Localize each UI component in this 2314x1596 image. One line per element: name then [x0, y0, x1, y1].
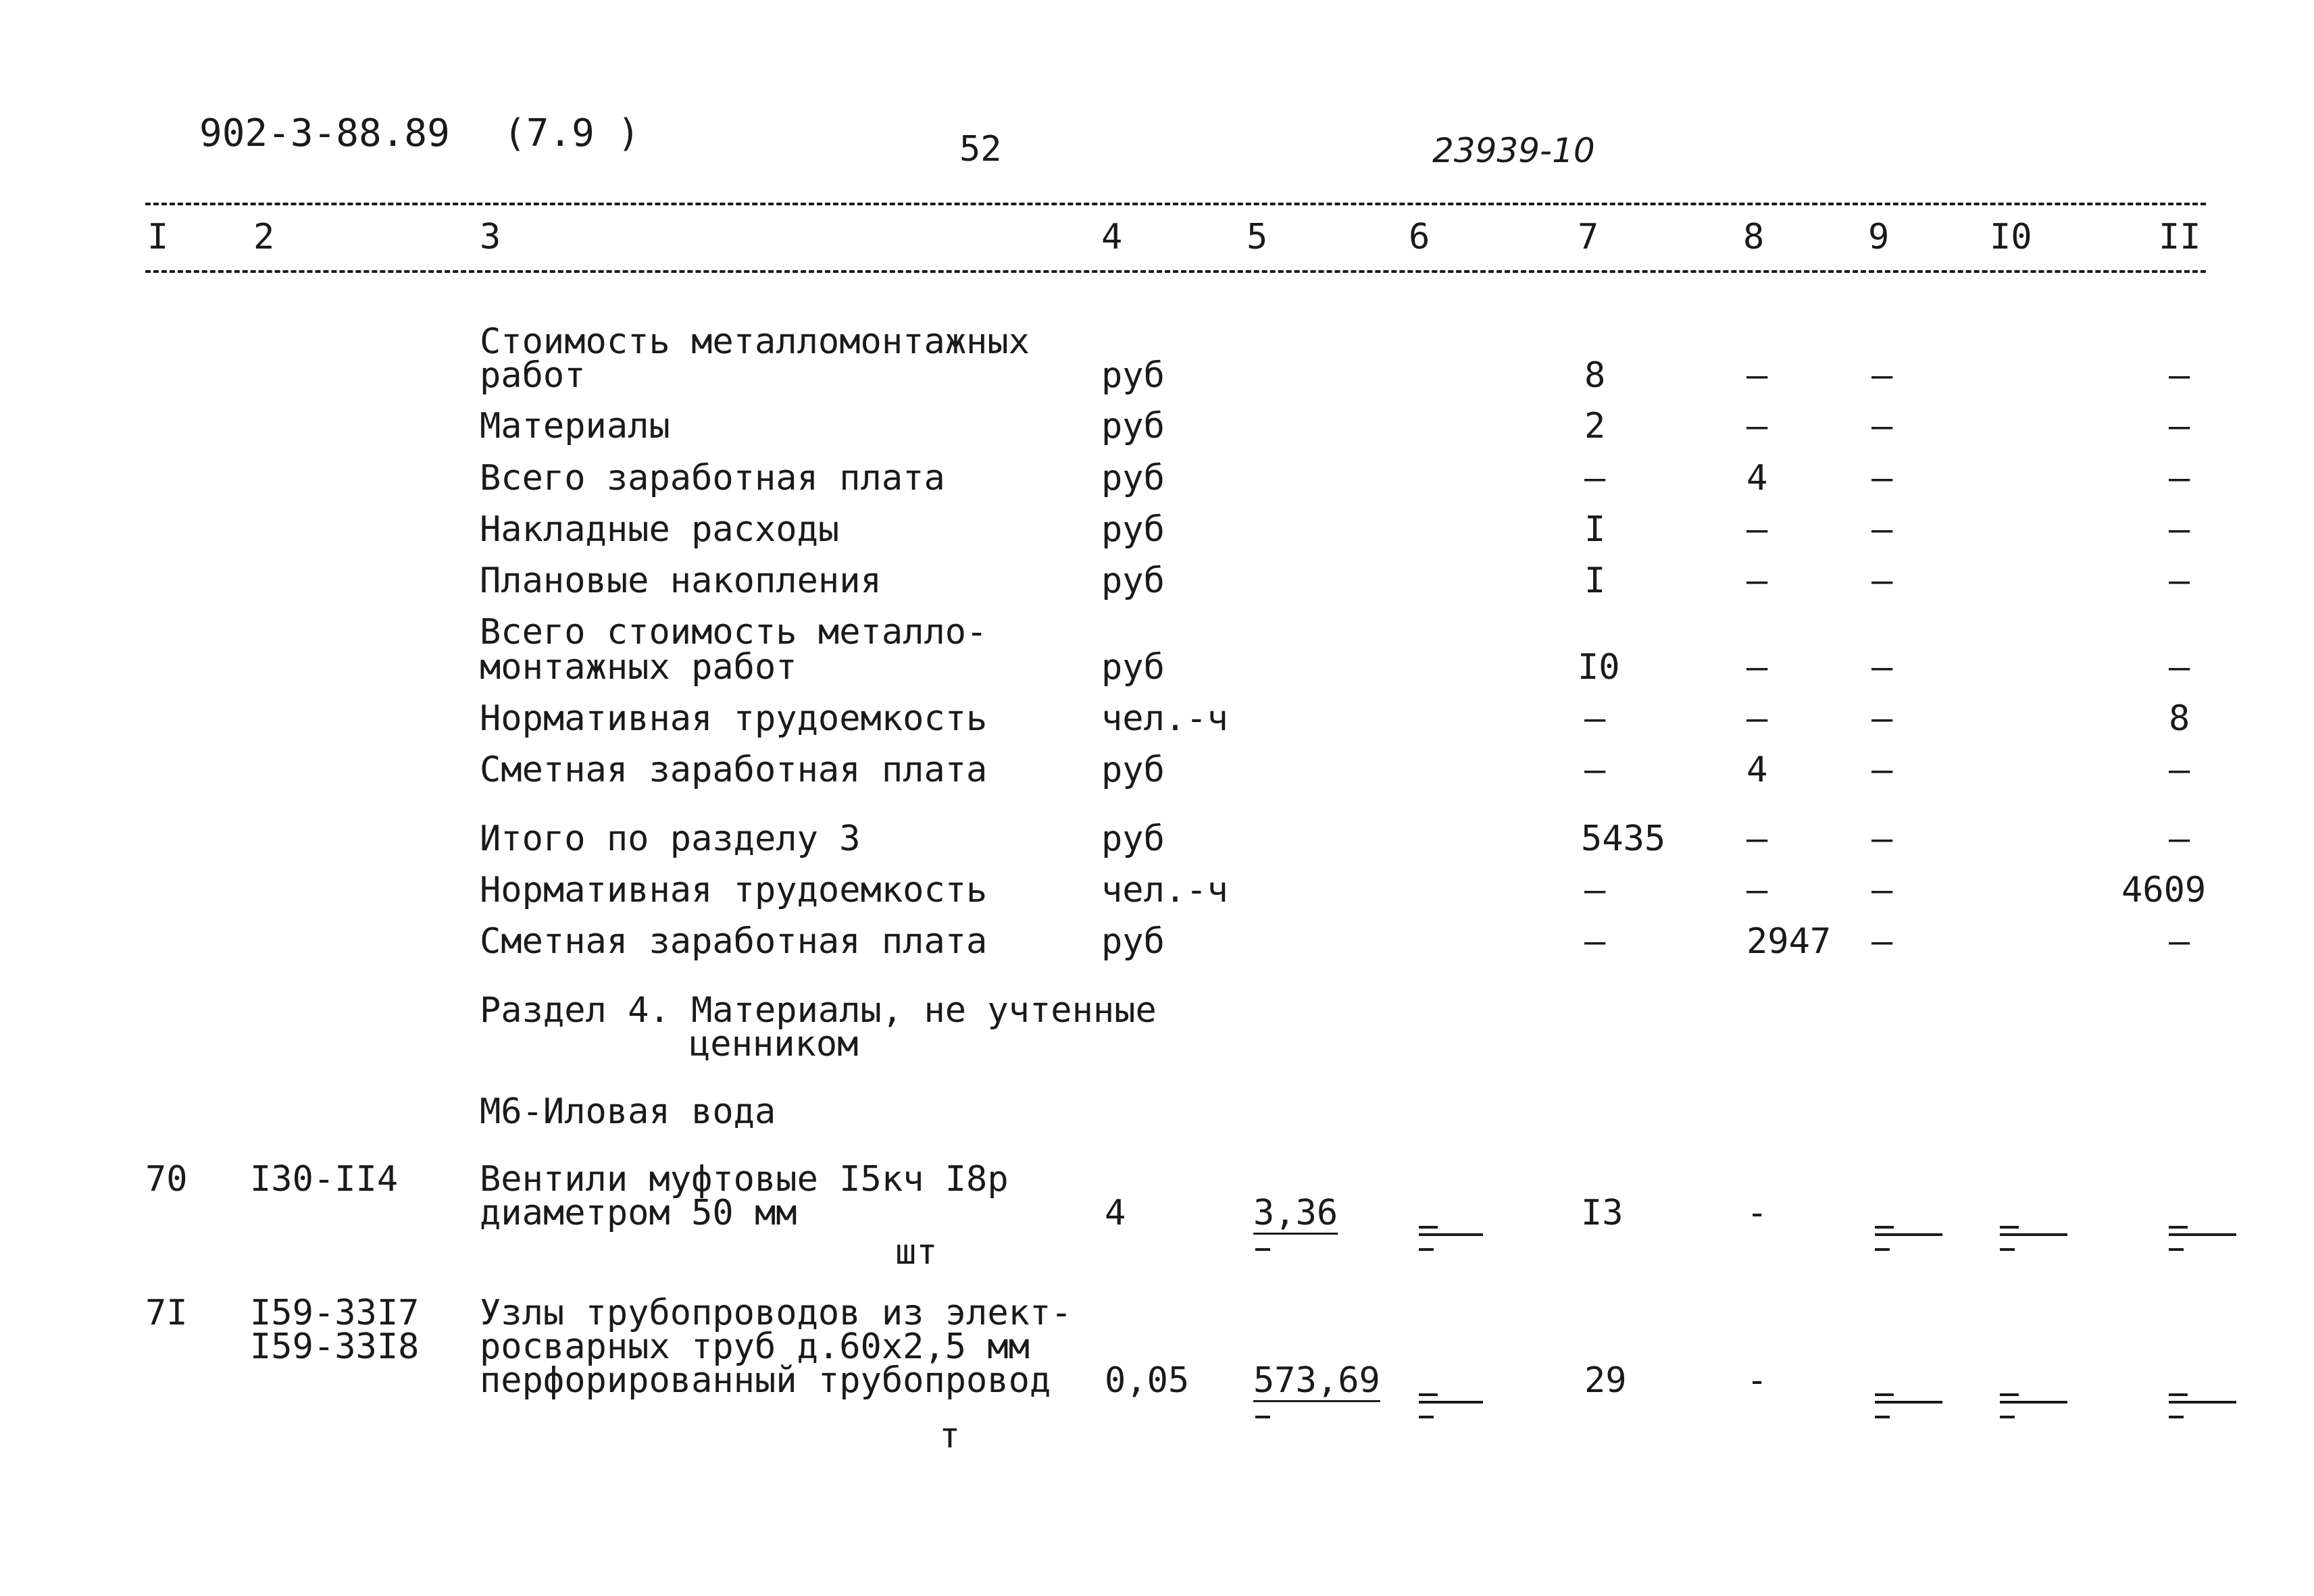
cell-col8: - — [1746, 1360, 1768, 1401]
row-unit: руб — [1101, 819, 1165, 859]
item-number: 70 — [145, 1159, 188, 1200]
row-label: Всего стоимость металло- — [480, 612, 988, 652]
strike-mark — [2000, 1416, 2015, 1418]
cell-col11: – — [2169, 355, 2190, 396]
cell-col9: – — [1871, 819, 1893, 859]
strike-mark — [1875, 1233, 1942, 1236]
cell-col7: 2 — [1584, 406, 1606, 446]
strike-mark — [2000, 1233, 2067, 1236]
column-header: 4 — [1101, 217, 1123, 257]
cell-col8: - — [1746, 1193, 1768, 1233]
cell-col11: – — [2169, 750, 2190, 790]
document-number: 23939-10 — [1432, 131, 1595, 170]
cell-col11: – — [2169, 561, 2190, 601]
cell-col8: 4 — [1746, 458, 1768, 498]
row-unit: чел.-ч — [1101, 698, 1228, 739]
item-description: Узлы трубопроводов из элект- — [480, 1293, 1072, 1333]
row-unit: руб — [1101, 509, 1165, 550]
section-title-continued: ценником — [689, 1024, 859, 1064]
column-header: 5 — [1247, 217, 1268, 257]
section-title: Раздел 4. Материалы, не учтенные — [480, 990, 1157, 1031]
cell-col8: – — [1746, 698, 1768, 739]
item-quantity: 0,05 — [1105, 1360, 1190, 1401]
cell-col8: – — [1746, 509, 1768, 550]
cell-col7: 8 — [1584, 355, 1606, 396]
item-price: 573,69 — [1253, 1360, 1380, 1401]
strike-mark — [2169, 1416, 2184, 1418]
row-unit: руб — [1101, 750, 1165, 790]
row-label: Всего заработная плата — [480, 458, 945, 498]
item-description-continued: перфорированный трубопровод — [480, 1360, 1051, 1401]
cell-col9: – — [1871, 921, 1893, 962]
strike-mark — [1875, 1226, 1894, 1229]
row-unit: руб — [1101, 406, 1165, 446]
strike-mark — [2169, 1248, 2184, 1251]
item-code: I59-33I7 — [250, 1293, 420, 1333]
sheet-reference: (7.9 ) — [503, 111, 640, 155]
item-description: Вентили муфтовые I5кч I8р — [480, 1159, 1009, 1200]
cell-col7: – — [1584, 750, 1606, 790]
cell-col11: – — [2169, 819, 2190, 859]
strike-mark — [2169, 1393, 2188, 1396]
strike-mark — [2000, 1226, 2019, 1229]
page-number: 52 — [959, 129, 1002, 170]
cell-col9: – — [1871, 509, 1893, 550]
strike-mark — [2169, 1226, 2188, 1229]
cell-col7: 5435 — [1581, 819, 1666, 859]
strike-mark — [1419, 1248, 1434, 1251]
section-subtitle: М6-Иловая вода — [480, 1091, 776, 1132]
header-bottom-rule — [145, 270, 2206, 273]
item-number: 7I — [145, 1293, 188, 1333]
strike-mark — [1875, 1416, 1890, 1418]
row-label: Нормативная трудоемкость — [480, 698, 988, 739]
strike-mark — [2169, 1401, 2236, 1404]
column-header: I0 — [1990, 217, 2032, 257]
item-description-continued: диаметром 50 мм — [480, 1193, 797, 1233]
strike-mark — [1419, 1233, 1483, 1236]
cell-col7: I3 — [1581, 1193, 1624, 1233]
cell-col7: – — [1584, 698, 1606, 739]
item-code: I30-II4 — [250, 1159, 399, 1200]
document-code: 902-3-88.89 — [199, 111, 450, 155]
strike-mark — [1419, 1393, 1438, 1396]
cell-col8: – — [1746, 406, 1768, 446]
row-label: Плановые накопления — [480, 561, 882, 601]
row-label: Накладные расходы — [480, 509, 840, 550]
strike-mark — [2000, 1401, 2067, 1404]
item-code-continued: I59-33I8 — [250, 1327, 420, 1367]
cell-col8: 2947 — [1746, 921, 1832, 962]
row-label: Стоимость металломонтажных — [480, 321, 1030, 362]
cell-col7: I — [1584, 561, 1606, 601]
cell-col8: – — [1746, 819, 1768, 859]
cell-col9: – — [1871, 750, 1893, 790]
column-header: I — [147, 217, 169, 257]
strike-mark — [1875, 1401, 1942, 1404]
cell-col11: – — [2169, 458, 2190, 498]
item-quantity: 4 — [1105, 1193, 1126, 1233]
cell-col9: – — [1871, 561, 1893, 601]
strike-mark — [1875, 1248, 1890, 1251]
row-label: Нормативная трудоемкость — [480, 870, 988, 910]
cell-col8: – — [1746, 561, 1768, 601]
strike-mark — [2000, 1248, 2015, 1251]
cell-col11: – — [2169, 406, 2190, 446]
cell-col7: I0 — [1578, 647, 1620, 688]
cell-col9: – — [1871, 698, 1893, 739]
item-price: 3,36 — [1253, 1193, 1338, 1233]
row-unit: руб — [1101, 561, 1165, 601]
cell-col7: I — [1584, 509, 1606, 550]
column-header: 3 — [480, 217, 501, 257]
row-label: Материалы — [480, 406, 670, 446]
cell-col7: 29 — [1584, 1360, 1627, 1401]
strike-mark — [2169, 1233, 2236, 1236]
row-unit: руб — [1101, 647, 1165, 688]
price-mark — [1255, 1248, 1270, 1251]
strike-mark — [1875, 1393, 1894, 1396]
row-unit: руб — [1101, 355, 1165, 396]
cell-col9: – — [1871, 458, 1893, 498]
cell-col8: – — [1746, 647, 1768, 688]
item-description-continued: росварных труб д.60х2,5 мм — [480, 1327, 1030, 1367]
item-unit: шт — [895, 1232, 938, 1272]
column-header: 8 — [1743, 217, 1765, 257]
row-label: Сметная заработная плата — [480, 750, 988, 790]
column-header: 2 — [253, 217, 275, 257]
row-unit: руб — [1101, 921, 1165, 962]
header-top-rule — [145, 203, 2206, 205]
row-label-continued: работ — [480, 355, 586, 396]
column-header: 6 — [1409, 217, 1430, 257]
column-header: II — [2159, 217, 2201, 257]
row-label: Итого по разделу 3 — [480, 819, 861, 859]
cell-col9: – — [1871, 406, 1893, 446]
cell-col9: – — [1871, 870, 1893, 910]
strike-mark — [1419, 1401, 1483, 1404]
cell-col11: – — [2169, 509, 2190, 550]
row-label: Сметная заработная плата — [480, 921, 988, 962]
row-label-continued: монтажных работ — [480, 647, 797, 688]
cell-col8: 4 — [1746, 750, 1768, 790]
cell-col7: – — [1584, 458, 1606, 498]
price-mark — [1255, 1416, 1270, 1418]
cell-col9: – — [1871, 355, 1893, 396]
cell-col11: – — [2169, 921, 2190, 962]
cell-col7: – — [1584, 870, 1606, 910]
cell-col11: 4609 — [2121, 870, 2207, 910]
column-header: 7 — [1578, 217, 1599, 257]
column-header: 9 — [1868, 217, 1890, 257]
strike-mark — [2000, 1393, 2019, 1396]
item-unit: т — [939, 1416, 961, 1456]
cell-col8: – — [1746, 870, 1768, 910]
cell-col7: – — [1584, 921, 1606, 962]
cell-col9: – — [1871, 647, 1893, 688]
row-unit: чел.-ч — [1101, 870, 1228, 910]
strike-mark — [1419, 1226, 1438, 1229]
cell-col11: – — [2169, 647, 2190, 688]
strike-mark — [1419, 1416, 1434, 1418]
cell-col11: 8 — [2169, 698, 2190, 739]
row-unit: руб — [1101, 458, 1165, 498]
cell-col8: – — [1746, 355, 1768, 396]
